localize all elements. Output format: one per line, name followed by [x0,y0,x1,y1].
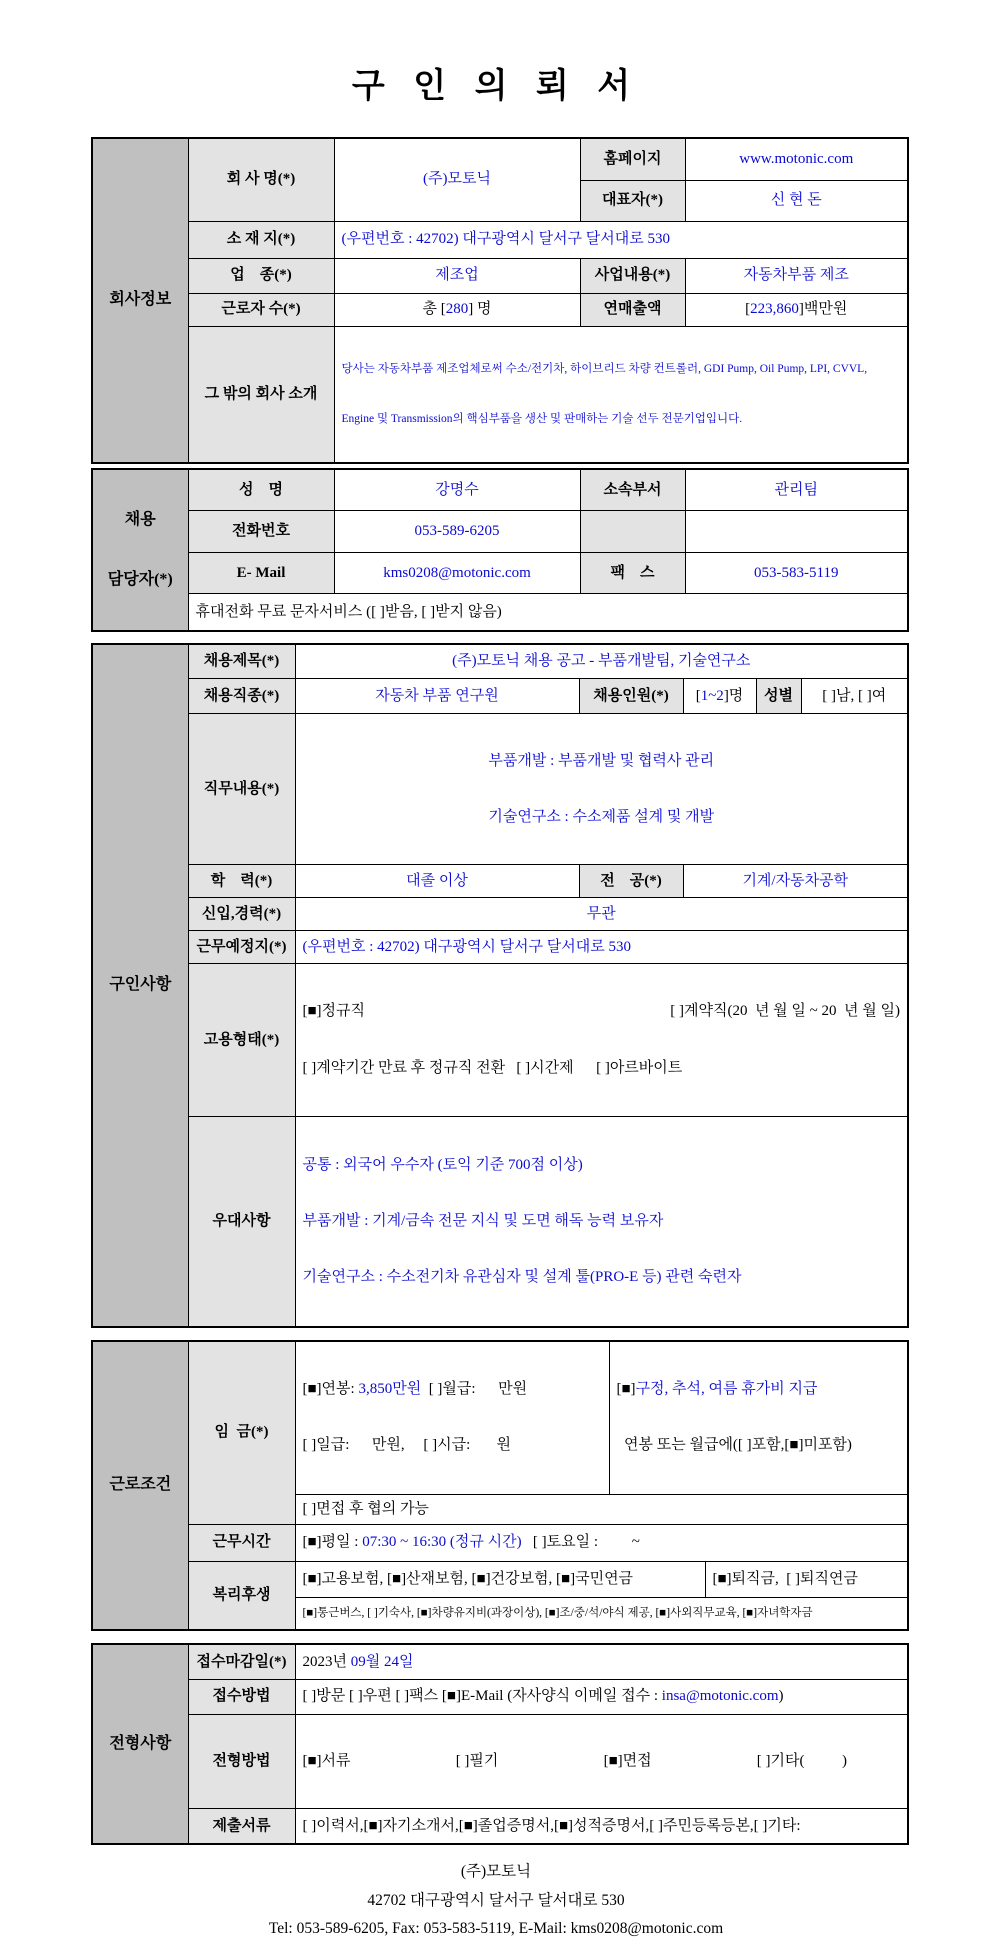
employment-line2: [ ]계약기간 만료 후 정규직 전환 [ ]시간제 [ ]아르바이트 [302,1060,683,1077]
ceo-value: 신 현 돈 [685,180,908,221]
apply-email: insa@motonic.com [661,1688,779,1705]
sms-service-note: 휴대전화 무료 문자서비스 ([ ]받음, [ ]받지 않음) [188,594,908,631]
welfare-pension-value: [■]퇴직금, [ ]퇴직연금 [705,1561,908,1597]
workers-label: 근로자 수(*) [188,293,334,326]
preference-line1: 공통 : 외국어 우수자 (토익 기준 700점 이상) [302,1156,583,1173]
occupation-value: 자동차 부품 연구원 [295,679,579,714]
headcount-label: 채용인원(*) [579,679,683,714]
section-label-selection-process: 전형사항 [92,1644,188,1844]
company-info-table [91,137,909,464]
page-title: 구 인 의 뢰 서 [351,68,641,105]
checkbox-interview: [■]면접 [603,1753,652,1770]
deadline-date: 09월 24일 [350,1653,414,1670]
welfare-insurance-value: [■]고용보험, [■]산재보험, [■]건강보험, [■]국민연금 [295,1561,705,1597]
job-details-table [91,643,909,1328]
homepage-label: 홈페이지 [580,138,685,180]
occupation-label: 채용직종(*) [188,679,295,714]
industry-value: 제조업 [334,258,580,293]
revenue-amount: 223,860 [750,301,799,318]
wage-line2: [ ]일급: 만원, [ ]시급: 원 [302,1437,511,1454]
email-label: E- Mail [188,552,334,594]
section-label-job-details: 구인사항 [92,644,188,1327]
section-label-working-conditions: 근로조건 [92,1341,188,1631]
major-value: 기계/자동차공학 [683,865,908,898]
deadline-value: 2023년 09월 24일 [295,1644,908,1679]
empty-label-cell [580,511,685,553]
work-hours-value: [■]평일 : 07:30 ~ 16:30 (정규 시간) [ ]토요일 : ~ [295,1524,908,1561]
industry-label: 업 종(*) [188,258,334,293]
selection-method-label: 전형방법 [188,1714,295,1809]
duties-label: 직무내용(*) [188,714,295,865]
selection-process-table [91,1643,909,1845]
business-value: 자동차부품 제조 [685,258,908,293]
welfare-etc-value: [■]통근버스, [ ]기숙사, [■]차량유지비(과장이상), [■]조/중/석/야식 제공, [■]사외직무교육, [■]자녀학자금 [295,1597,908,1630]
work-hours-label: 근무시간 [188,1524,295,1561]
contact-name-value: 강명수 [334,469,580,511]
job-title-value: (주)모토닉 채용 공고 - 부품개발팀, 기술연구소 [295,644,908,679]
company-intro-value [334,326,908,463]
career-label: 신입,경력(*) [188,898,295,931]
recruit-contact-table [91,468,909,632]
selection-method-value [295,1714,908,1809]
checkbox-contract: [ ]계약직(20 년 월 일 ~ 20 년 월 일) [670,1002,900,1019]
contact-name-label: 성 명 [188,469,334,511]
workers-count: 280 [445,301,469,318]
business-label: 사업내용(*) [580,258,685,293]
company-name-label: 회 사 명(*) [188,138,334,221]
revenue-value: [223,860]백만원 [685,293,908,326]
checkbox-documents: [■]서류 [302,1753,351,1770]
gender-label: 성별 [756,679,801,714]
preference-line2: 부품개발 : 기계/금속 전문 지식 및 도면 해독 능력 보유자 [302,1213,664,1230]
duties-line1: 부품개발 : 부품개발 및 협력사 관리 [488,752,715,769]
annual-salary-amount: 3,850만원 [358,1381,422,1398]
footer [0,1858,992,1944]
employment-type-label: 고용형태(*) [188,964,295,1117]
employment-type-value [295,964,908,1117]
phone-value: 053-589-6205 [334,511,580,553]
bonus-line2: 연봉 또는 월급에([ ]포함,[■]미포함) [616,1437,852,1454]
work-location-label: 근무예정지(*) [188,931,295,964]
job-title-label: 채용제목(*) [188,644,295,679]
company-name-value: (주)모토닉 [334,138,580,221]
wage-line1: [■]연봉: 3,850만원 [ ]월급: 만원 [302,1381,528,1398]
fax-value: 053-583-5119 [685,552,908,594]
checkbox-written-test: [ ]필기 [455,1753,499,1770]
section-label-company-info: 회사정보 [92,138,188,463]
company-intro-line1: 당사는 자동차부품 제조업체로써 수소/전기차, 하이브리드 차량 컨트롤러, GDI Pump, Oil Pump, LPI, CVVL, [341,362,868,375]
wage-label: 임 금(*) [188,1341,295,1525]
employment-line1 [296,1002,908,1021]
bonus-value [609,1341,908,1495]
holiday-bonus-text: 구정, 추석, 여름 휴가비 지급 [635,1381,818,1398]
empty-value-cell [685,511,908,553]
checkbox-other: [ ]기타( ) [756,1753,847,1770]
headcount-number: 1~2 [700,688,724,704]
wage-negotiable-note: [ ]면접 후 협의 가능 [295,1494,908,1524]
deadline-label: 접수마감일(*) [188,1644,295,1679]
company-intro-line2: Engine 및 Transmission의 핵심부품을 생산 및 판매하는 기술 선두 전문기업입니다. [341,412,743,425]
duties-line2: 기술연구소 : 수소제품 설계 및 개발 [488,809,715,826]
ceo-label: 대표자(*) [580,180,685,221]
apply-method-label: 접수방법 [188,1679,295,1714]
duties-value [295,714,908,865]
bonus-line1: [■]구정, 추석, 여름 휴가비 지급 [616,1381,818,1398]
footer-address: 42702 대구광역시 달서구 달서대로 530 [367,1891,625,1909]
selection-method-items [296,1752,908,1771]
required-docs-value: [ ]이력서,[■]자기소개서,[■]졸업증명서,[■]성적증명서,[ ]주민등록등본,[ ]기타: [295,1809,908,1844]
work-location-value: (우편번호 : 42702) 대구광역시 달서구 달서대로 530 [295,931,908,964]
company-intro-label: 그 밖의 회사 소개 [188,326,334,463]
workers-value: 총 [280] 명 [334,293,580,326]
section-label-recruit-contact: 채용 담당자(*) [92,469,188,631]
dept-value: 관리팀 [685,469,908,511]
gender-checkboxes: [ ]남, [ ]여 [801,679,908,714]
apply-method-value: [ ]방문 [ ]우편 [ ]팩스 [■]E-Mail (자사양식 이메일 접수 : insa@motonic.com) [295,1679,908,1714]
revenue-label: 연매출액 [580,293,685,326]
work-hours-time: 07:30 ~ 16:30 (정규 시간) [362,1534,522,1551]
education-label: 학 력(*) [188,865,295,898]
headcount-value: [1~2]명 [683,679,756,714]
address-value: (우편번호 : 42702) 대구광역시 달서구 달서대로 530 [334,221,908,258]
preference-label: 우대사항 [188,1117,295,1327]
preference-line3: 기술연구소 : 수소전기차 유관심자 및 설계 툴(PRO-E 등) 관련 숙련자 [302,1269,742,1286]
footer-company-name: (주)모토닉 [460,1862,532,1880]
wage-value [295,1341,609,1495]
required-docs-label: 제출서류 [188,1809,295,1844]
email-value: kms0208@motonic.com [334,552,580,594]
education-value: 대졸 이상 [295,865,579,898]
working-conditions-table [91,1340,909,1632]
address-label: 소 재 지(*) [188,221,334,258]
homepage-value: www.motonic.com [685,138,908,180]
phone-label: 전화번호 [188,511,334,553]
fax-label: 팩 스 [580,552,685,594]
preference-value [295,1117,908,1327]
checkbox-fulltime: [■]정규직 [302,1002,366,1019]
major-label: 전 공(*) [579,865,683,898]
dept-label: 소속부서 [580,469,685,511]
footer-contact-info: Tel: 053-589-6205, Fax: 053-583-5119, E-Mail: kms0208@motonic.com [268,1920,724,1938]
career-value: 무관 [295,898,908,931]
welfare-label: 복리후생 [188,1561,295,1630]
